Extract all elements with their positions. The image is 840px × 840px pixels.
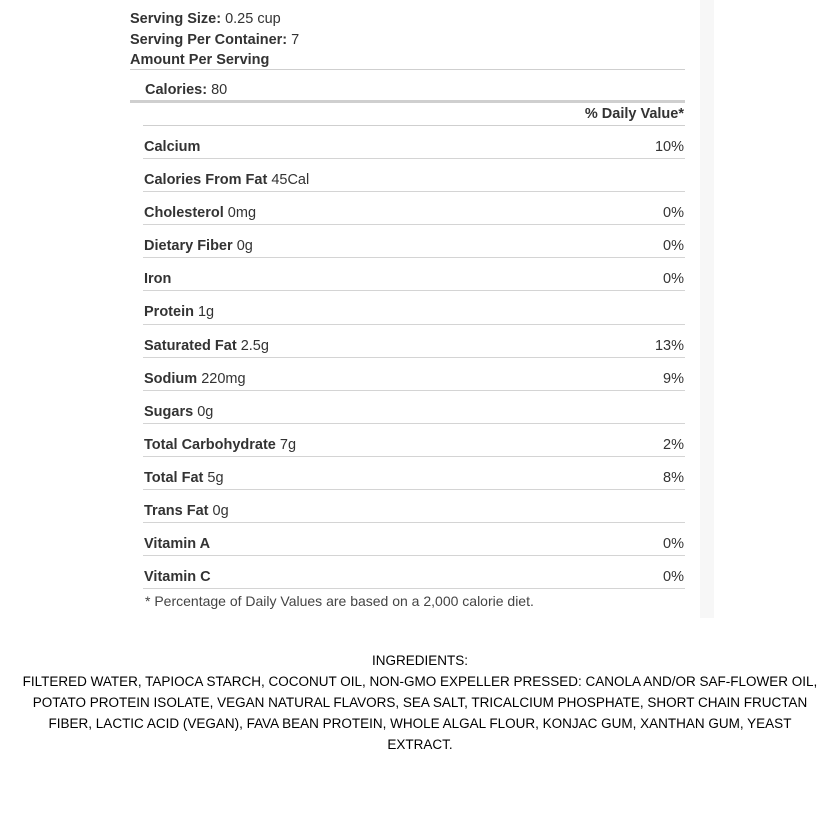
nutrient-name: Total Carbohydrate [144,436,276,453]
nutrient-row [143,258,685,291]
nutrient-daily-value: 10% [654,139,684,155]
daily-value-footnote: * Percentage of Daily Values are based on a 2,000 calorie diet. [145,593,534,609]
nutrient-name: Vitamin A [144,536,211,553]
nutrient-amount: 0g [236,238,253,255]
nutrient-row [143,358,685,391]
amount-per-serving: Amount Per Serving [130,52,270,68]
daily-value-header: % Daily Value* [584,106,684,122]
nutrient-row [143,192,685,225]
nutrient-daily-value: 0% [663,569,684,586]
nutrient-row [143,424,685,457]
nutrient-amount: 2.5g [240,337,269,354]
nutrient-amount: 1g [197,304,215,321]
servings-per-container [130,31,299,49]
nutrient-amount: 0mg [227,205,257,222]
nutrient-name: Calcium [144,139,201,155]
nutrient-amount: 220mg [201,370,246,387]
nutrient-label [144,502,229,520]
nutrient-row [143,457,685,490]
nutrient-name: Sugars [144,403,194,420]
nutrient-daily-value: 9% [663,370,684,387]
serving-size-value: 0.25 cup [225,11,281,27]
nutrient-label [144,568,211,586]
nutrient-name: Calories From Fat [144,172,268,189]
nutrient-label [144,237,253,255]
nutrient-name: Sodium [144,370,198,387]
nutrient-row [143,126,685,159]
nutrient-name: Vitamin C [144,569,211,586]
nutrient-label [144,370,246,388]
nutrient-amount: 45Cal [271,172,310,189]
nutrient-daily-value: 2% [663,436,684,453]
nutrient-label [144,204,256,222]
nutrient-daily-value: 0% [663,271,684,288]
nutrient-row [143,556,685,589]
nutrient-label [144,303,214,321]
nutrient-name: Iron [144,271,172,288]
servings-per-container-value: 7 [291,32,300,48]
nutrient-amount: 0g [212,503,229,520]
nutrient-label [144,270,171,288]
ingredients-title: INGREDIENTS: [371,653,468,668]
nutrient-row [143,325,685,358]
nutrient-daily-value: 8% [663,469,684,486]
nutrient-label [144,469,224,487]
nutrient-name: Trans Fat [144,503,209,520]
nutrient-daily-value: 0% [663,536,684,553]
divider [130,69,685,70]
nutrient-row [143,391,685,424]
nutrient-label [144,138,200,156]
nutrient-label [144,403,213,421]
ingredients-section [0,650,840,755]
nutrient-name: Saturated Fat [144,337,237,354]
nutrient-name: Cholesterol [144,205,224,222]
nutrient-label [144,436,296,454]
nutrient-row [143,159,685,192]
calories [145,81,227,99]
thick-divider [130,100,685,103]
nutrient-label [144,171,309,189]
nutrient-label [144,337,269,355]
nutrient-amount: 5g [207,469,224,486]
nutrient-label [144,535,210,553]
nutrient-daily-value: 13% [654,337,684,354]
nutrient-daily-value: 0% [663,205,684,222]
nutrient-name: Total Fat [144,469,204,486]
nutrient-row [143,225,685,258]
nutrient-row [143,490,685,523]
calories-value: 80 [211,82,228,98]
serving-size [130,10,281,28]
serving-size-label: Serving Size: [130,11,222,27]
nutrient-name: Dietary Fiber [144,238,233,255]
nutrient-name: Protein [144,304,194,321]
nutrient-list [143,126,685,589]
ingredients-text: FILTERED WATER, TAPIOCA STARCH, COCONUT OIL, NON-GMO EXPELLER PRESSED: CANOLA AND/OR SAF-FLOWER OIL, POTATO PROTEIN ISOLATE, VEGAN NATURAL FLAVORS, SEA SALT, TRICALCIUM PHOSPHATE, SHORT CHAIN FRUCTAN FIBER, LACTIC ACID (VEGAN), FAVA BEAN PROTEIN, WHOLE ALGAL FLOUR, KONJAC GUM, XANTHAN GUM, YEAST EXTRACT. [22,674,818,752]
nutrient-amount: 7g [279,436,297,453]
calories-label: Calories: [145,82,208,98]
servings-per-container-label: Serving Per Container: [130,32,288,48]
nutrient-amount: 0g [197,403,214,420]
nutrient-daily-value: 0% [663,238,684,255]
nutrient-row [143,291,685,324]
nutrient-row [143,523,685,556]
